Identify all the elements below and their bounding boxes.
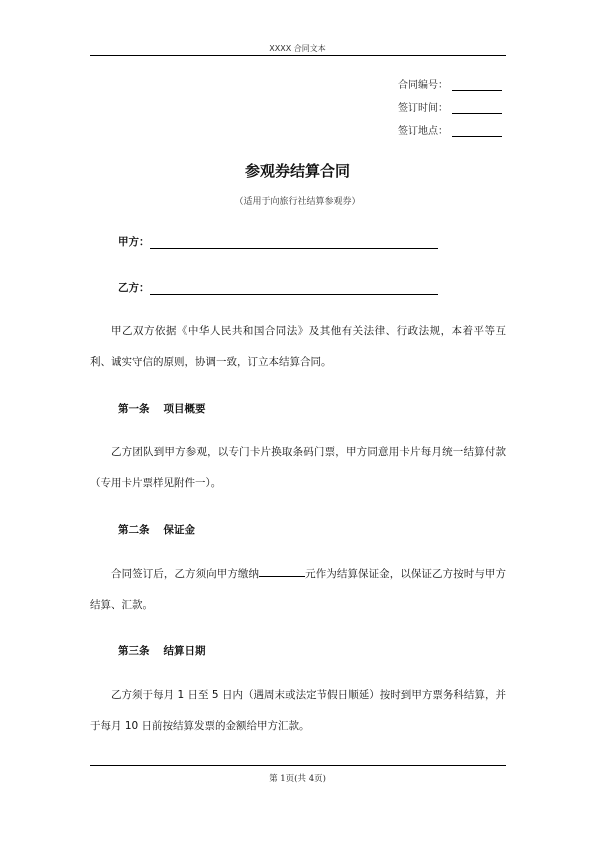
document-subtitle: （适用于向旅行社结算参观券） — [234, 197, 361, 207]
document-title: 参观券结算合同 — [244, 162, 350, 180]
party-b-blank — [150, 283, 438, 295]
section-3-number: 第三条 — [118, 645, 150, 657]
section-3-title: 结算日期 — [163, 645, 206, 657]
party-a-blank — [150, 237, 438, 249]
section-1-title: 项目概要 — [163, 403, 206, 415]
section-2-title: 保证金 — [163, 524, 195, 536]
section-1-number: 第一条 — [118, 403, 150, 415]
section-3-heading — [118, 643, 206, 658]
party-a-label: 甲方： — [118, 236, 150, 248]
section-3-text: 乙方须于每月 1 日至 5 日内（遇周末或法定节假日顺延）按时到甲方票务科结算，并于每月 10 日前按结算发票的金额给甲方汇款。 — [90, 689, 506, 732]
party-b — [118, 280, 438, 295]
header-divider — [90, 55, 506, 56]
section-1-text: 乙方团队到甲方参观，以专门卡片换取条码门票，甲方同意用卡片每月统一结算付款（专用卡片票样见附件一）。 — [90, 446, 506, 489]
footer-divider — [90, 765, 506, 766]
contract-number-field — [398, 77, 502, 91]
intro-paragraph: 甲乙双方依据《中华人民共和国合同法》及其他有关法律、行政法规，本着平等互利、诚实守信的原则，协调一致，订立本结算合同。 — [90, 325, 506, 368]
sign-date-label: 签订时间： — [398, 103, 448, 114]
party-a — [118, 234, 438, 249]
sign-date-field — [398, 100, 502, 114]
sign-place-field — [398, 123, 502, 137]
page-header: XXXX 合同文本 — [269, 44, 326, 53]
contract-number-blank — [452, 80, 502, 91]
section-2-text-before: 合同签订后，乙方须向甲方缴纳 — [111, 568, 260, 580]
sign-place-label: 签订地点： — [398, 126, 448, 137]
section-2-number: 第二条 — [118, 524, 150, 536]
section-2-heading — [118, 522, 195, 537]
section-1-heading — [118, 401, 206, 416]
party-b-label: 乙方： — [118, 282, 150, 294]
deposit-amount-blank — [259, 566, 305, 577]
contract-number-label: 合同编号： — [398, 80, 448, 91]
sign-date-blank — [452, 103, 502, 114]
section-2-text-after: 元作为结算保证金，以保证乙方按时与甲方结算、汇款。 — [90, 568, 507, 611]
page-footer: 第 1页(共 4页) — [269, 774, 326, 784]
sign-place-blank — [452, 126, 502, 137]
section-2-text — [90, 559, 506, 621]
